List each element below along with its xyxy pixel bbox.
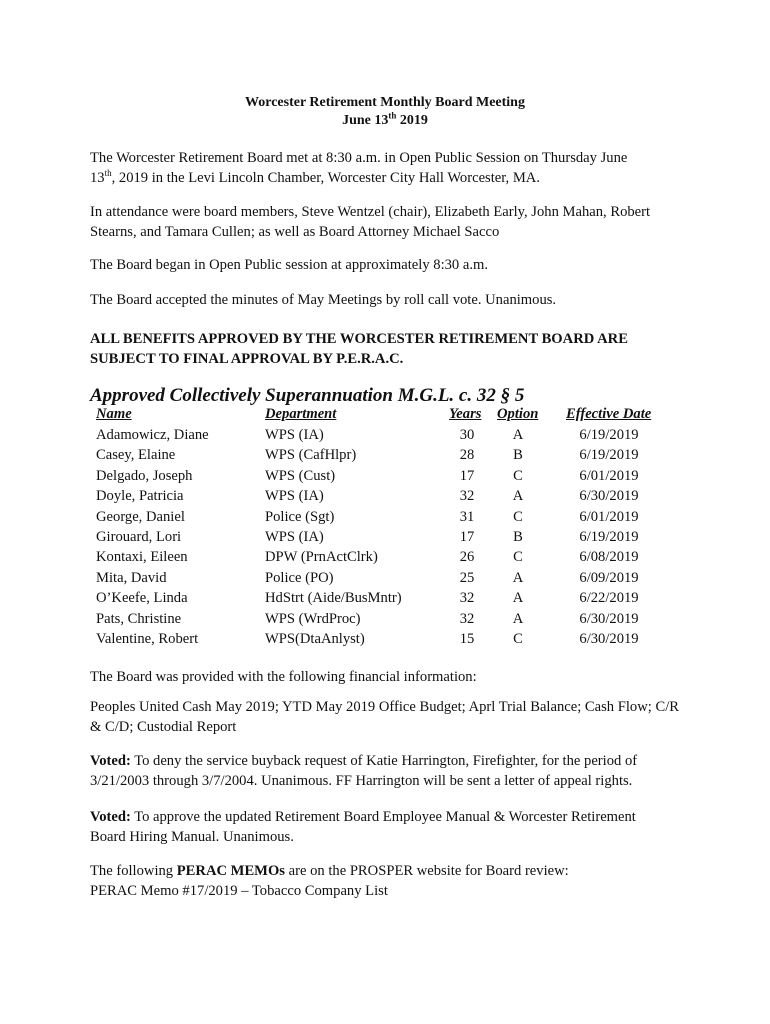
table-row [0, 549, 770, 569]
cell-years: 25 [459, 569, 475, 586]
financial-intro: The Board was provided with the following financial information: [90, 669, 477, 685]
cell-department: Police (Sgt) [265, 508, 335, 525]
table-row [0, 488, 770, 508]
intro-day: 13 [90, 170, 105, 186]
table-row [0, 509, 770, 529]
vote-text: To deny the service buyback request of Katie Harrington, Firefighter, for the period of 3/21/2003 through 3/7/2004. Unanimous. FF Harrington will be sent a letter of appeal rights. [90, 753, 638, 789]
table-row [0, 611, 770, 631]
table-row [0, 427, 770, 447]
session-began-paragraph: The Board began in Open Public session at approximately 8:30 a.m. [90, 257, 489, 273]
cell-option: C [513, 631, 523, 647]
attendance-paragraph: In attendance were board members, Steve Wentzel (chair), Elizabeth Early, John Mahan, Robert Stearns, and Tamara Cullen; as well as Board Attorney Michael Sacco [90, 204, 651, 240]
cell-department: WPS (IA) [265, 427, 324, 443]
approval-notice: ALL BENEFITS APPROVED BY THE WORCESTER RETIREMENT BOARD ARE SUBJECT TO FINAL APPROVAL BY P.E.R.A.C. [90, 331, 628, 367]
intro-day-sup: th [104, 168, 112, 179]
cell-name: Mita, David [96, 569, 167, 586]
cell-option: C [513, 508, 523, 525]
memo-paragraph [90, 861, 690, 901]
table-row [0, 570, 770, 590]
meeting-date-main: June 13 [342, 113, 389, 128]
cell-effective-date: 6/01/2019 [579, 508, 639, 525]
cell-name: Adamowicz, Diane [96, 427, 209, 443]
cell-department: Police (PO) [265, 569, 334, 586]
intro-rest: , 2019 in the Levi Lincoln Chamber, Worcester City Hall Worcester, MA. [111, 170, 540, 186]
cell-department: WPS (WrdProc) [265, 610, 361, 627]
cell-option: B [513, 447, 523, 464]
col-header-effective-date: Effective Date [566, 406, 652, 422]
cell-option: B [513, 529, 523, 545]
cell-name: Girouard, Lori [96, 529, 182, 545]
vote-paragraph-2 [90, 807, 670, 847]
table-row [0, 631, 770, 651]
col-header-department: Department [265, 406, 337, 422]
cell-effective-date: 6/22/2019 [579, 590, 639, 607]
cell-name: Kontaxi, Eileen [96, 549, 188, 566]
table-row [0, 590, 770, 610]
cell-years: 31 [459, 508, 475, 525]
meeting-date-year: 2019 [396, 113, 428, 128]
cell-option: A [512, 427, 524, 443]
cell-option: A [512, 488, 524, 505]
cell-years: 32 [459, 488, 475, 505]
cell-years: 30 [459, 427, 475, 443]
cell-option: A [512, 569, 524, 586]
cell-name: Casey, Elaine [96, 447, 176, 464]
cell-years: 28 [459, 447, 475, 464]
financial-list: Peoples United Cash May 2019; YTD May 2019 Office Budget; Aprl Trial Balance; Cash Flow; C/R & C/D; Custodial Report [90, 699, 679, 735]
cell-effective-date: 6/19/2019 [579, 447, 639, 464]
memo-suffix: are on the PROSPER website for Board review: [284, 863, 569, 879]
col-header-option: Option [497, 406, 539, 422]
memo-prefix: The following [90, 863, 177, 879]
cell-name: Valentine, Robert [96, 631, 199, 647]
table-row [0, 447, 770, 467]
cell-years: 17 [459, 467, 475, 484]
intro-line-2 [90, 168, 690, 188]
cell-department: WPS (Cust) [265, 467, 336, 484]
cell-effective-date: 6/30/2019 [579, 631, 639, 647]
cell-effective-date: 6/19/2019 [579, 427, 639, 443]
cell-effective-date: 6/01/2019 [579, 467, 639, 484]
cell-effective-date: 6/30/2019 [579, 610, 639, 627]
section-heading: Approved Collectively Superannuation M.G.L. c. 32 § 5 [90, 385, 525, 406]
cell-effective-date: 6/30/2019 [579, 488, 639, 505]
cell-years: 32 [459, 590, 475, 607]
memo-item: PERAC Memo #17/2019 – Tobacco Company List [90, 883, 388, 899]
cell-department: HdStrt (Aide/BusMntr) [265, 590, 402, 607]
cell-option: A [512, 590, 524, 607]
cell-name: Pats, Christine [96, 610, 182, 627]
cell-name: Doyle, Patricia [96, 488, 184, 505]
cell-years: 17 [459, 529, 475, 545]
table-row [0, 468, 770, 488]
intro-paragraph [90, 148, 690, 188]
vote-paragraph-1 [90, 751, 670, 791]
meeting-date-sup: th [388, 110, 397, 121]
cell-name: Delgado, Joseph [96, 467, 193, 484]
cell-effective-date: 6/08/2019 [579, 549, 639, 566]
cell-years: 26 [459, 549, 475, 566]
cell-option: C [513, 549, 523, 566]
vote-text: To approve the updated Retirement Board Employee Manual & Worcester Retirement Board Hiring Manual. Unanimous. [90, 809, 636, 845]
cell-department: WPS (CafHlpr) [265, 447, 357, 464]
cell-department: WPS (IA) [265, 529, 324, 545]
cell-effective-date: 6/09/2019 [579, 569, 639, 586]
document-title: Worcester Retirement Monthly Board Meeting [245, 95, 525, 110]
col-header-years: Years [449, 406, 482, 422]
cell-effective-date: 6/19/2019 [579, 529, 639, 545]
cell-option: C [513, 467, 523, 484]
col-header-name: Name [96, 406, 132, 422]
meeting-date [0, 112, 770, 129]
cell-option: A [512, 610, 524, 627]
minutes-paragraph: The Board accepted the minutes of May Meetings by roll call vote. Unanimous. [90, 292, 557, 308]
cell-department: DPW (PrnActClrk) [265, 549, 378, 566]
cell-years: 32 [459, 610, 475, 627]
cell-name: George, Daniel [96, 508, 185, 525]
cell-years: 15 [459, 631, 475, 647]
table-row [0, 529, 770, 549]
cell-department: WPS (IA) [265, 488, 324, 505]
memo-intro [90, 861, 690, 881]
vote-label: Voted: [90, 809, 131, 825]
cell-name: O’Keefe, Linda [96, 590, 188, 607]
intro-line-1: The Worcester Retirement Board met at 8:30 a.m. in Open Public Session on Thursday June [90, 150, 628, 166]
cell-department: WPS(DtaAnlyst) [265, 631, 365, 647]
memo-bold: PERAC MEMOs [176, 863, 285, 879]
vote-label: Voted: [90, 753, 131, 769]
